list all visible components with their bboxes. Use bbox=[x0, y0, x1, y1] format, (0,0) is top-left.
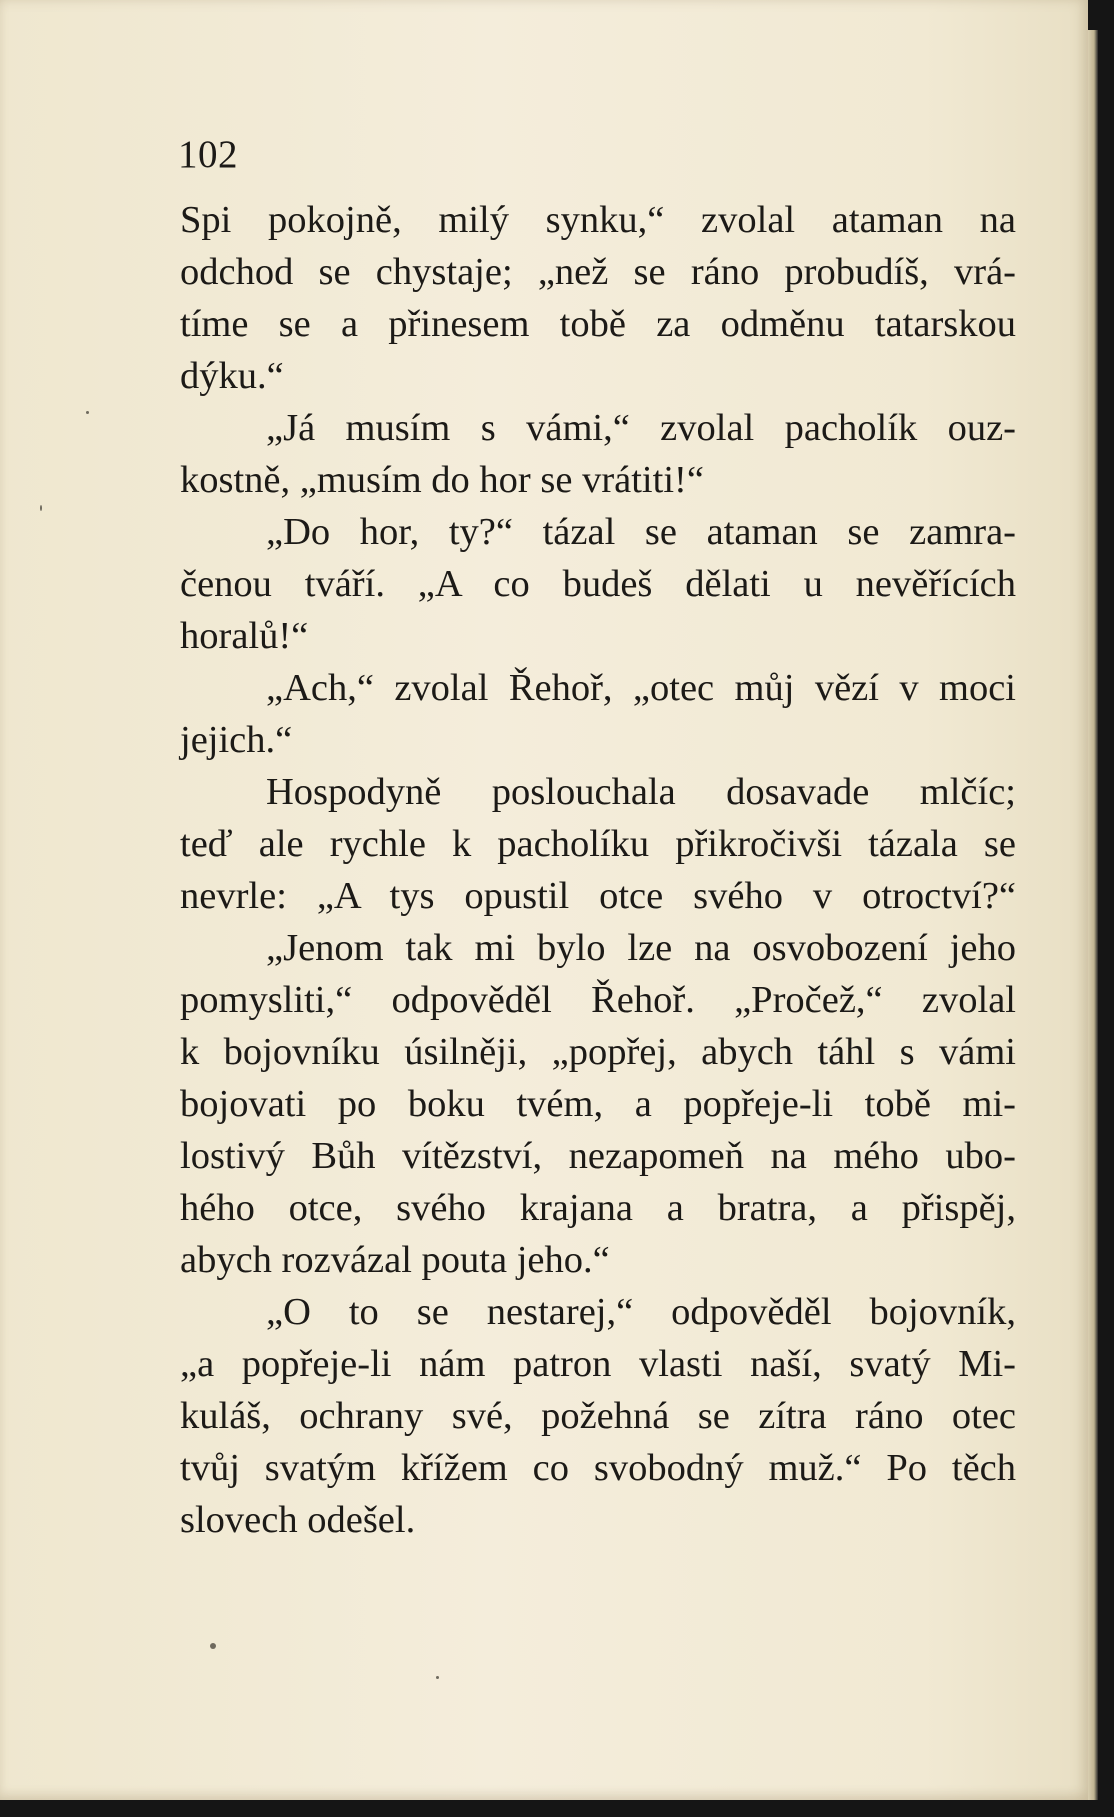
text-line: „O to se nestarej,“ odpověděl bojovník, bbox=[266, 1291, 1016, 1333]
text-line: „Já musím s vámi,“ zvolal pacholík ouz- bbox=[266, 407, 1016, 449]
page-number: 102 bbox=[178, 133, 238, 176]
text-line: čenou tváří. „A co budeš dělati u nevěřících bbox=[180, 563, 1016, 605]
text-line: jejich.“ bbox=[180, 719, 293, 761]
text-line: hého otce, svého krajana a bratra, a přispěj, bbox=[180, 1187, 1016, 1229]
text-line: nevrle: „A tys opustil otce svého v otroctví?“ bbox=[180, 875, 1016, 917]
body-text bbox=[180, 194, 1016, 1546]
text-line: kuláš, ochrany své, požehná se zítra ráno otec bbox=[180, 1395, 1016, 1437]
text-line: lostivý Bůh vítězství, nezapomeň na mého ubo- bbox=[180, 1135, 1016, 1177]
text-line: Hospodyně poslouchala dosavade mlčíc; bbox=[266, 771, 1016, 813]
text-line: teď ale rychle k pacholíku přikročivši tázala se bbox=[180, 823, 1016, 865]
text-line: dýku.“ bbox=[180, 355, 284, 397]
text-line: Spi pokojně, milý synku,“ zvolal ataman na bbox=[180, 199, 1016, 241]
text-line: tíme se a přinesem tobě za odměnu tatarskou bbox=[180, 303, 1016, 345]
page-edge bbox=[1088, 30, 1098, 1800]
text-line: kostně, „musím do hor se vrátiti!“ bbox=[180, 459, 704, 501]
text-line: tvůj svatým křížem co svobodný muž.“ Po těch bbox=[180, 1447, 1016, 1489]
text-line: slovech odešel. bbox=[180, 1499, 416, 1541]
text-line: pomysliti,“ odpověděl Řehoř. „Pročež,“ zvolal bbox=[180, 979, 1016, 1021]
paper-speck bbox=[436, 1676, 439, 1679]
paper-speck bbox=[40, 505, 42, 511]
text-line: odchod se chystaje; „než se ráno probudíš, vrá- bbox=[180, 251, 1016, 293]
text-line: „Ach,“ zvolal Řehoř, „otec můj vězí v moci bbox=[266, 667, 1016, 709]
paper-speck bbox=[210, 1643, 216, 1649]
text-line: „Jenom tak mi bylo lze na osvobození jeho bbox=[266, 927, 1016, 969]
text-line: bojovati po boku tvém, a popřeje-li tobě mi- bbox=[180, 1083, 1016, 1125]
paper-speck bbox=[86, 411, 89, 414]
text-line: abych rozvázal pouta jeho.“ bbox=[180, 1239, 610, 1281]
text-line: k bojovníku úsilněji, „popřej, abych táhl s vámi bbox=[180, 1031, 1016, 1073]
text-line: „Do hor, ty?“ tázal se ataman se zamra- bbox=[266, 511, 1016, 553]
text-line: horalů!“ bbox=[180, 615, 309, 657]
text-line: „a popřeje-li nám patron vlasti naší, svatý Mi- bbox=[180, 1343, 1016, 1385]
